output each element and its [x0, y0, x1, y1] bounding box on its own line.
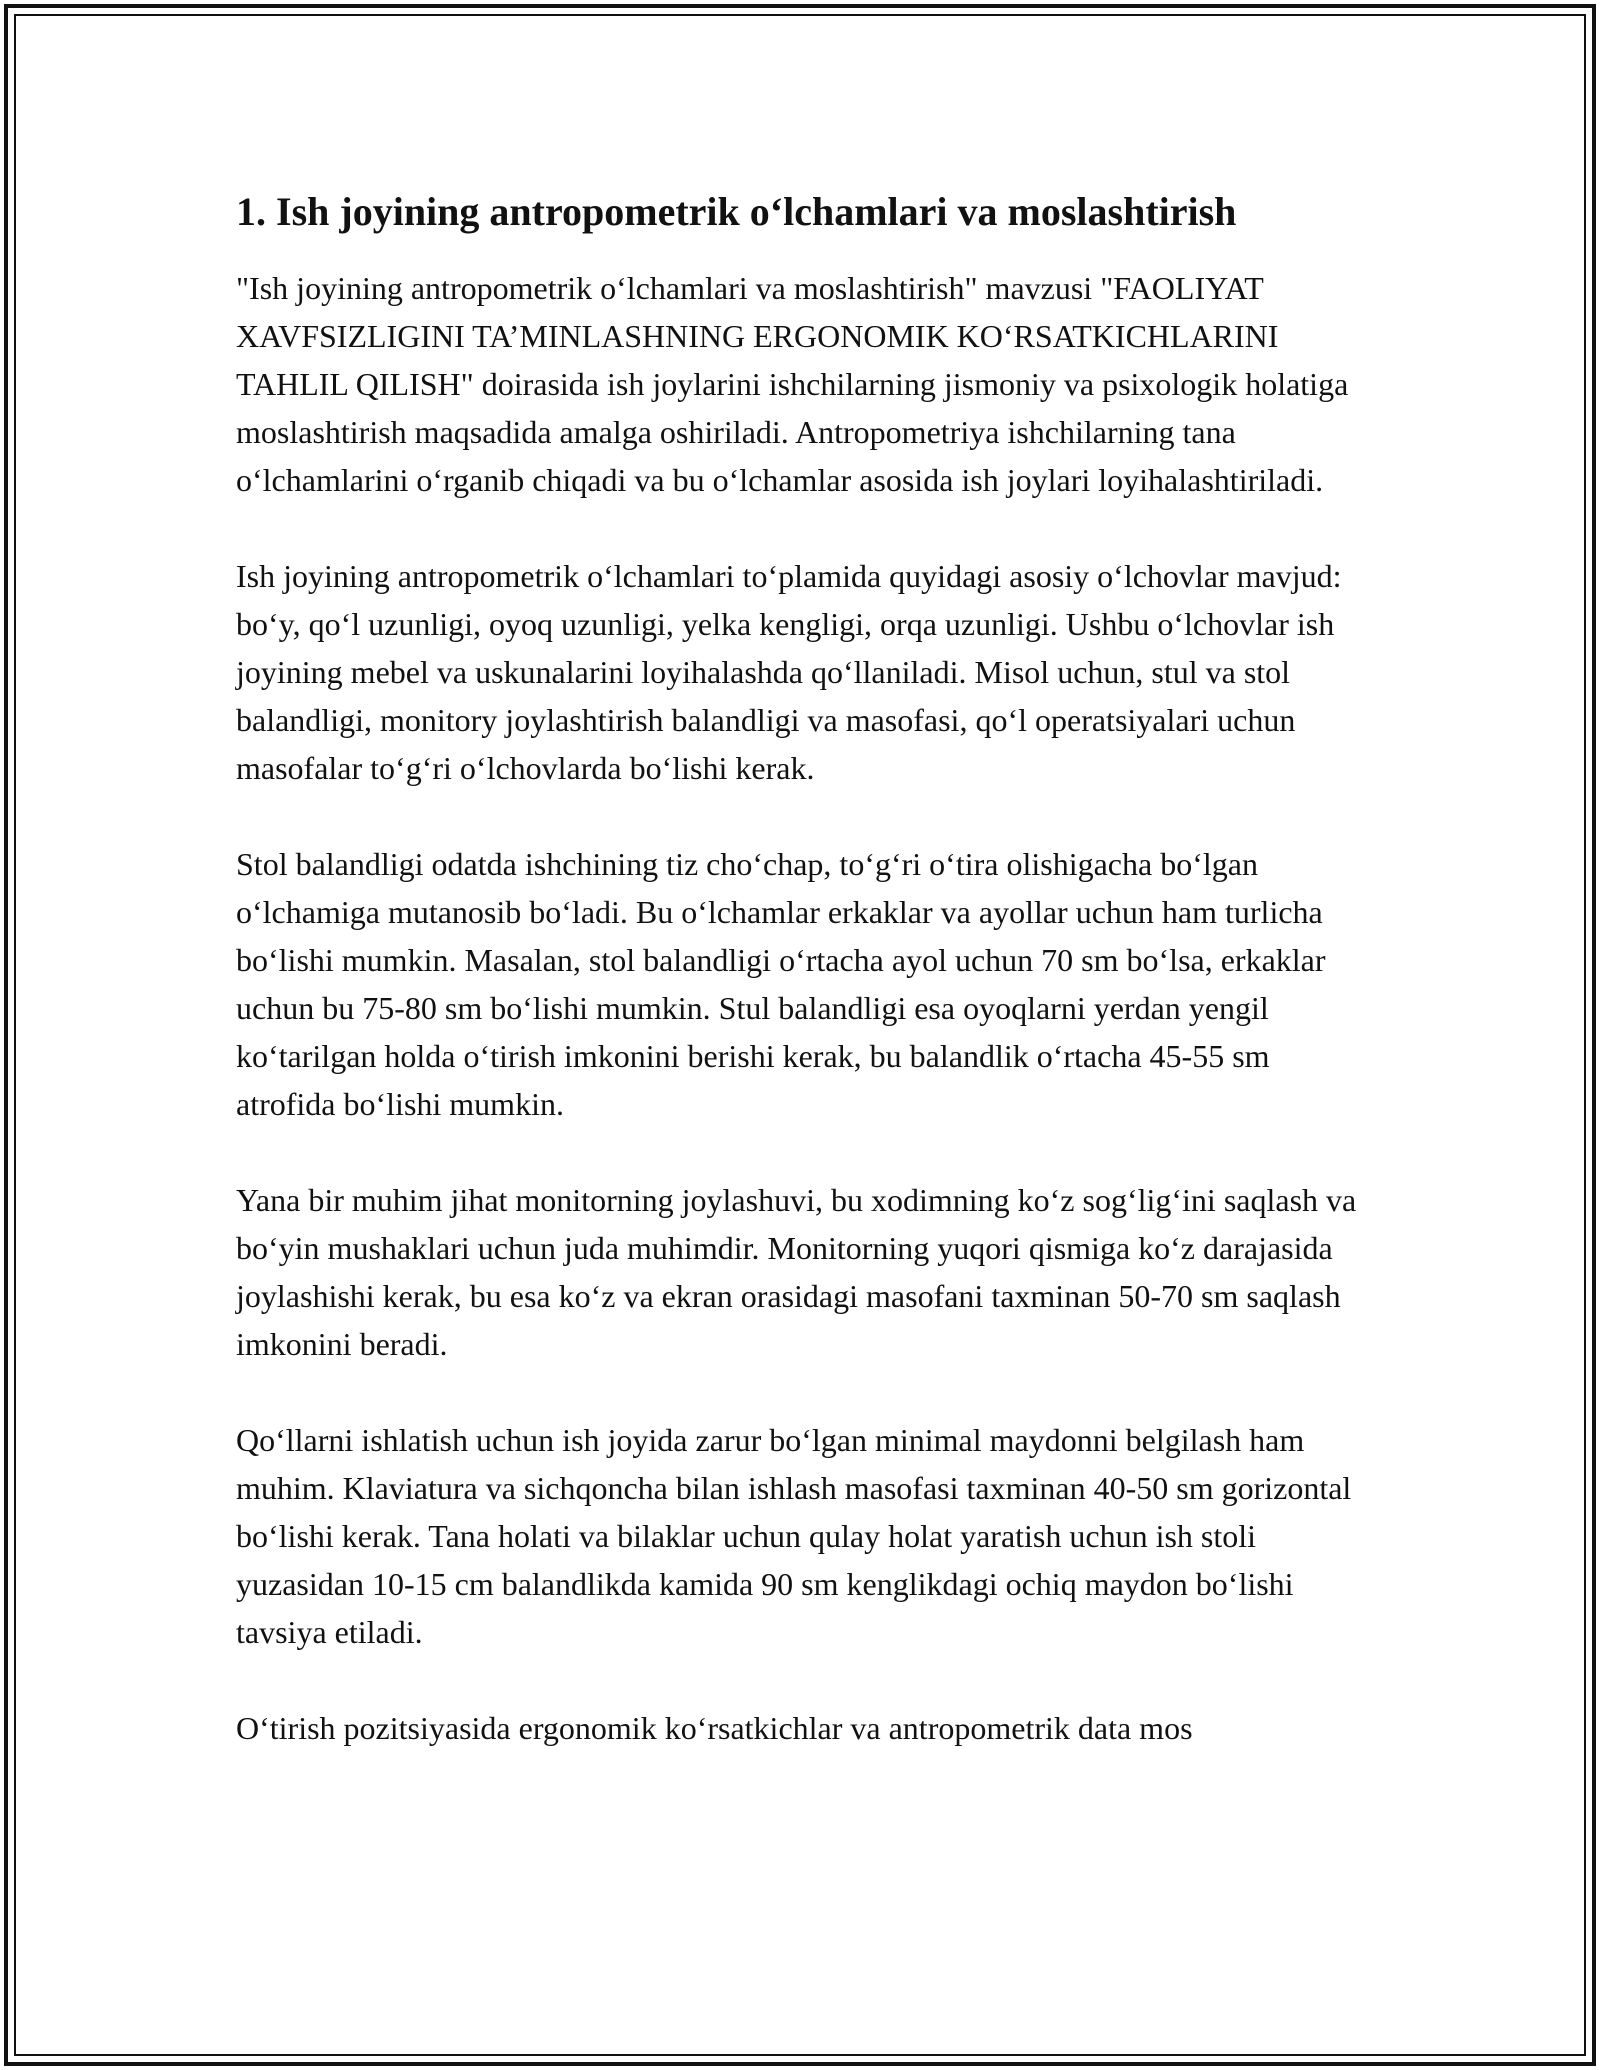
paragraph-measurements: Ish joyining antropometrik o‘lchamlari to‘plamida quyidagi asosiy o‘lchovlar mavjud: bo‘y, qo‘l uzunligi, oyoq uzunligi, yelka kengligi, orqa uzunligi. Ushbu o‘lchovlar ish joyining mebel va uskunalarini loyihalashda qo‘llaniladi. Misol uchun, stul va stol balandligi, monitory joylashtirish balandligi va masofasi, qo‘l operatsiyalari uchun masofalar to‘g‘ri o‘lchovlarda bo‘lishi kerak. — [236, 558, 1342, 786]
paragraph-hands-area: Qo‘llarni ishlatish uchun ish joyida zarur bo‘lgan minimal maydonni belgilash ham muhim. Klaviatura va sichqoncha bilan ishlash masofasi taxminan 40-50 sm gorizontal bo‘lishi kerak. Tana holati va bilaklar uchun qulay holat yaratish uchun ish stoli yuzasidan 10-15 cm balandlikda kamida 90 sm kenglikdagi ochiq maydon bo‘lishi tavsiya etiladi. — [236, 1422, 1352, 1650]
paragraph-monitor: Yana bir muhim jihat monitorning joylashuvi, bu xodimning ko‘z sog‘lig‘ini saqlash va bo‘yin mushaklari uchun juda muhimdir. Monitorning yuqori qismiga ko‘z darajasida joylashishi kerak, bu esa ko‘z va ekran orasidagi masofani taxminan 50-70 sm saqlash imkonini beradi. — [236, 1182, 1357, 1362]
paragraph-sitting-position: O‘tirish pozitsiyasida ergonomik ko‘rsatkichlar va antropometrik data mos — [236, 1710, 1193, 1746]
paragraph-intro: "Ish joyining antropometrik o‘lchamlari va moslashtirish" mavzusi "FAOLIYAT XAVFSIZLIGINI TA’MINLASHNING ERGONOMIK KO‘RSATKICHLARINI TAHLIL QILISH" doirasida ish joylarini ishchilarning jismoniy va psixologik holatiga moslashtirish maqsadida amalga oshiriladi. Antropometriya ishchilarning tana o‘lchamlarini o‘rganib chiqadi va bu o‘lchamlar asosida ish joylari loyihalashtiriladi. — [236, 270, 1349, 498]
paragraph-table-height: Stol balandligi odatda ishchining tiz cho‘chap, to‘g‘ri o‘tira olishigacha bo‘lgan o‘lchamiga mutanosib bo‘ladi. Bu o‘lchamlar erkaklar va ayollar uchun ham turlicha bo‘lishi mumkin. Masalan, stol balandligi o‘rtacha ayol uchun 70 sm bo‘lsa, erkaklar uchun bu 75-80 sm bo‘lishi mumkin. Stul balandligi esa oyoqlarni yerdan yengil ko‘tarilgan holda o‘tirish imkonini berishi kerak, bu balandlik o‘rtacha 45-55 sm atrofida bo‘lishi mumkin. — [236, 846, 1326, 1122]
section-heading: 1. Ish joyining antropometrik o‘lchamlari va moslashtirish — [236, 189, 1237, 234]
document-body — [236, 186, 1376, 1800]
